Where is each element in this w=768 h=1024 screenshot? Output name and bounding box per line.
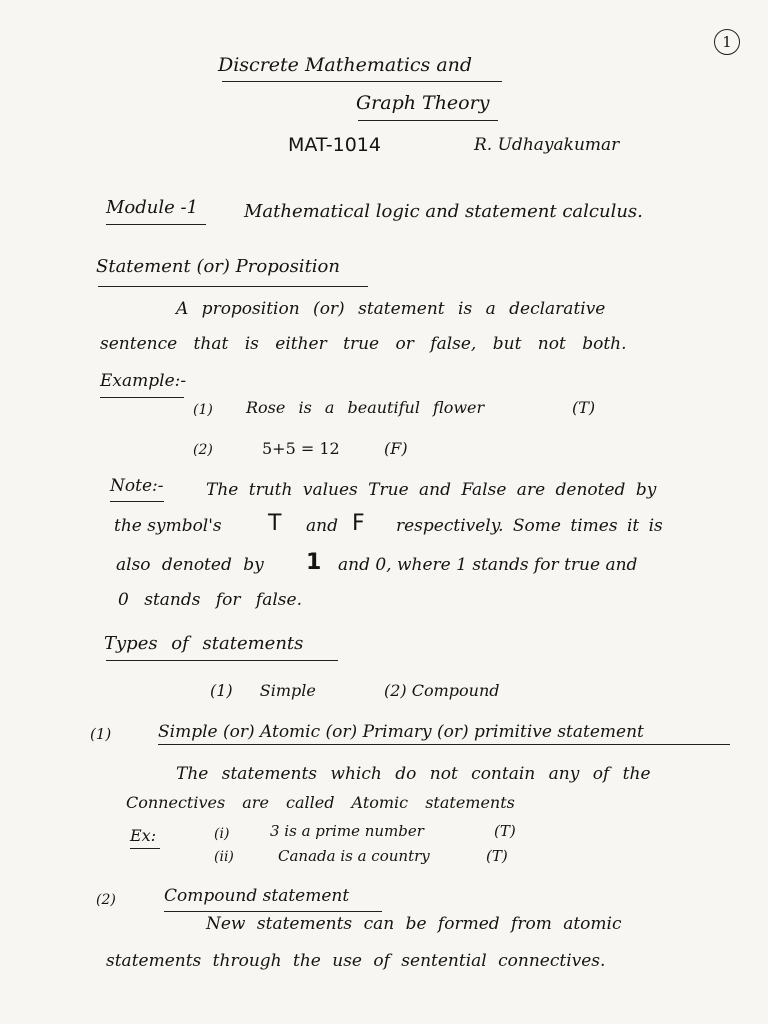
note-underline xyxy=(110,501,164,502)
compound-section-number: (2) xyxy=(96,892,116,908)
note-label: Note:- xyxy=(110,476,164,496)
compound-section-heading: Compound statement xyxy=(164,886,350,906)
title-underline-1 xyxy=(222,81,502,82)
title-line-1: Discrete Mathematics and xyxy=(218,54,473,76)
atomic-ex-2-value: (T) xyxy=(486,847,508,865)
module-label: Module -1 xyxy=(106,197,199,218)
module-underline xyxy=(106,224,206,225)
definition-line-1: A proposition (or) statement is a declarative xyxy=(176,299,606,319)
title-line-2: Graph Theory xyxy=(356,92,490,114)
note-line-3b: and 0, where 1 stands for true and xyxy=(338,555,638,575)
note-line-1: The truth values True and False are denoted by xyxy=(206,480,657,500)
compound-heading-underline xyxy=(164,911,382,912)
note-line-4: 0 stands for false. xyxy=(118,590,302,610)
example-underline xyxy=(100,397,184,398)
example-2-value: (F) xyxy=(384,439,408,458)
note-line-2c: respectively. Some times it is xyxy=(396,516,663,536)
note-line-2b: and xyxy=(306,516,338,536)
example-2-number: (2) xyxy=(193,442,213,458)
atomic-ex-1-text: 3 is a prime number xyxy=(270,822,424,840)
ex-label: Ex: xyxy=(130,826,157,845)
section-heading-underline xyxy=(98,286,368,287)
simple-section-number: (1) xyxy=(90,725,112,743)
author-name: R. Udhayakumar xyxy=(474,135,620,155)
types-underline xyxy=(106,660,338,661)
symbol-T: T xyxy=(268,511,282,536)
simple-line-1: The statements which do not contain any of the xyxy=(176,764,651,784)
atomic-ex-1-value: (T) xyxy=(494,822,516,840)
compound-line-1: New statements can be formed from atomic xyxy=(206,914,622,934)
simple-section-heading: Simple (or) Atomic (or) Primary (or) primitive statement xyxy=(158,722,644,742)
symbol-one: 1 xyxy=(306,550,322,575)
compound-line-2: statements through the use of sentential connectives. xyxy=(106,951,606,971)
atomic-ex-2-text: Canada is a country xyxy=(278,847,430,865)
section-heading-proposition: Statement (or) Proposition xyxy=(96,256,340,277)
example-1-value: (T) xyxy=(572,398,596,417)
symbol-F: F xyxy=(352,511,365,536)
page-number: 1 xyxy=(714,29,740,55)
title-underline-2 xyxy=(358,120,498,121)
simple-line-2: Connectives are called Atomic statements xyxy=(126,793,515,812)
course-code: MAT-1014 xyxy=(288,134,381,156)
definition-line-2: sentence that is either true or false, but not both. xyxy=(100,334,627,354)
module-title: Mathematical logic and statement calculus. xyxy=(244,201,643,222)
example-2-text: 5+5 = 12 xyxy=(262,439,340,458)
example-label: Example:- xyxy=(100,371,187,391)
type-simple: (1) Simple xyxy=(210,681,316,700)
note-line-3a: also denoted by xyxy=(116,555,264,575)
note-line-2a: the symbol's xyxy=(114,516,222,536)
type-compound: (2) Compound xyxy=(384,681,500,700)
example-1-text: Rose is a beautiful flower xyxy=(246,398,485,417)
simple-heading-underline xyxy=(158,744,730,745)
ex-underline xyxy=(130,848,160,849)
section-heading-types: Types of statements xyxy=(104,633,304,654)
atomic-ex-1-number: (i) xyxy=(214,826,230,842)
atomic-ex-2-number: (ii) xyxy=(214,849,234,865)
example-1-number: (1) xyxy=(193,402,213,418)
